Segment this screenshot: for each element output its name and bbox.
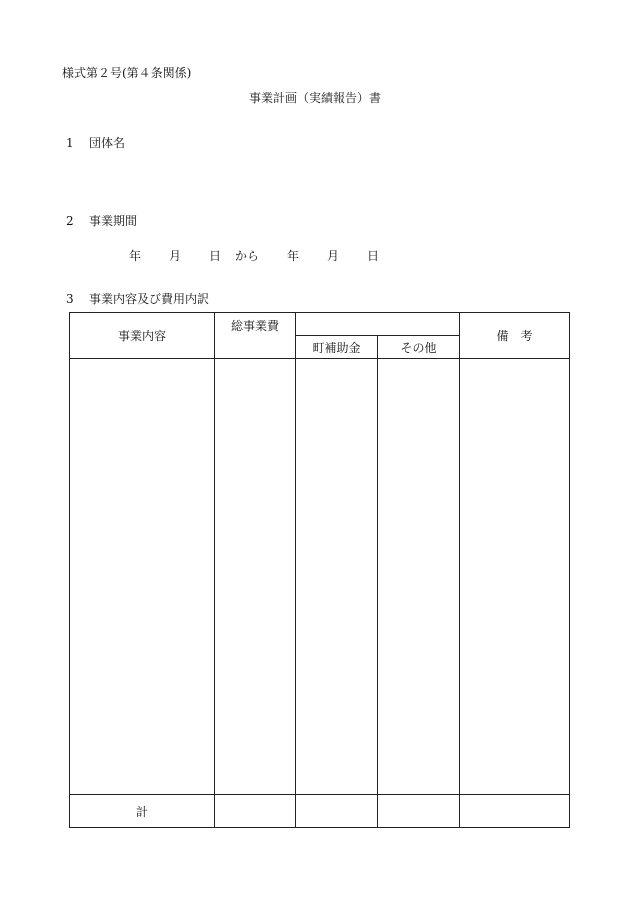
header-town-subsidy-cell: 町補助金 — [296, 336, 378, 359]
end-day-unit: 日 — [367, 249, 380, 263]
header-total-cost-lower-cell — [215, 336, 296, 359]
start-month-unit: 月 — [169, 249, 182, 263]
end-month-unit: 月 — [327, 249, 340, 263]
total-total-cost-cell[interactable] — [215, 795, 296, 828]
total-town-subsidy-cell[interactable] — [296, 795, 378, 828]
section-2-label: 事業期間 — [89, 214, 138, 228]
body-other-cell[interactable] — [378, 359, 460, 795]
form-number: 様式第２号(第４条関係) — [62, 66, 192, 80]
section-1-label: 団体名 — [89, 136, 126, 150]
start-day-unit: 日 — [209, 249, 222, 263]
period-from-word: から — [235, 249, 260, 263]
section-3-number: 3 — [66, 292, 74, 306]
section-2-number: 2 — [66, 214, 74, 228]
start-year-unit: 年 — [129, 249, 142, 263]
budget-breakdown-table — [69, 312, 570, 828]
total-row-label: 計 — [70, 795, 215, 828]
body-total-cost-cell[interactable] — [215, 359, 296, 795]
total-remarks-cell[interactable] — [460, 795, 570, 828]
header-other-cell: その他 — [378, 336, 460, 359]
total-other-cell[interactable] — [378, 795, 460, 828]
body-content-cell[interactable] — [70, 359, 215, 795]
body-remarks-cell[interactable] — [460, 359, 570, 795]
end-year-unit: 年 — [287, 249, 300, 263]
header-total-cost-cell: 総事業費 — [215, 313, 296, 336]
document-title: 事業計画（実績報告）書 — [248, 91, 381, 105]
section-3-label: 事業内容及び費用内訳 — [89, 292, 210, 306]
header-funding-group-cell — [296, 313, 460, 336]
header-content-cell: 事業内容 — [70, 313, 215, 359]
body-town-subsidy-cell[interactable] — [296, 359, 378, 795]
section-1-number: 1 — [66, 136, 74, 150]
header-remarks-cell: 備 考 — [460, 313, 570, 359]
